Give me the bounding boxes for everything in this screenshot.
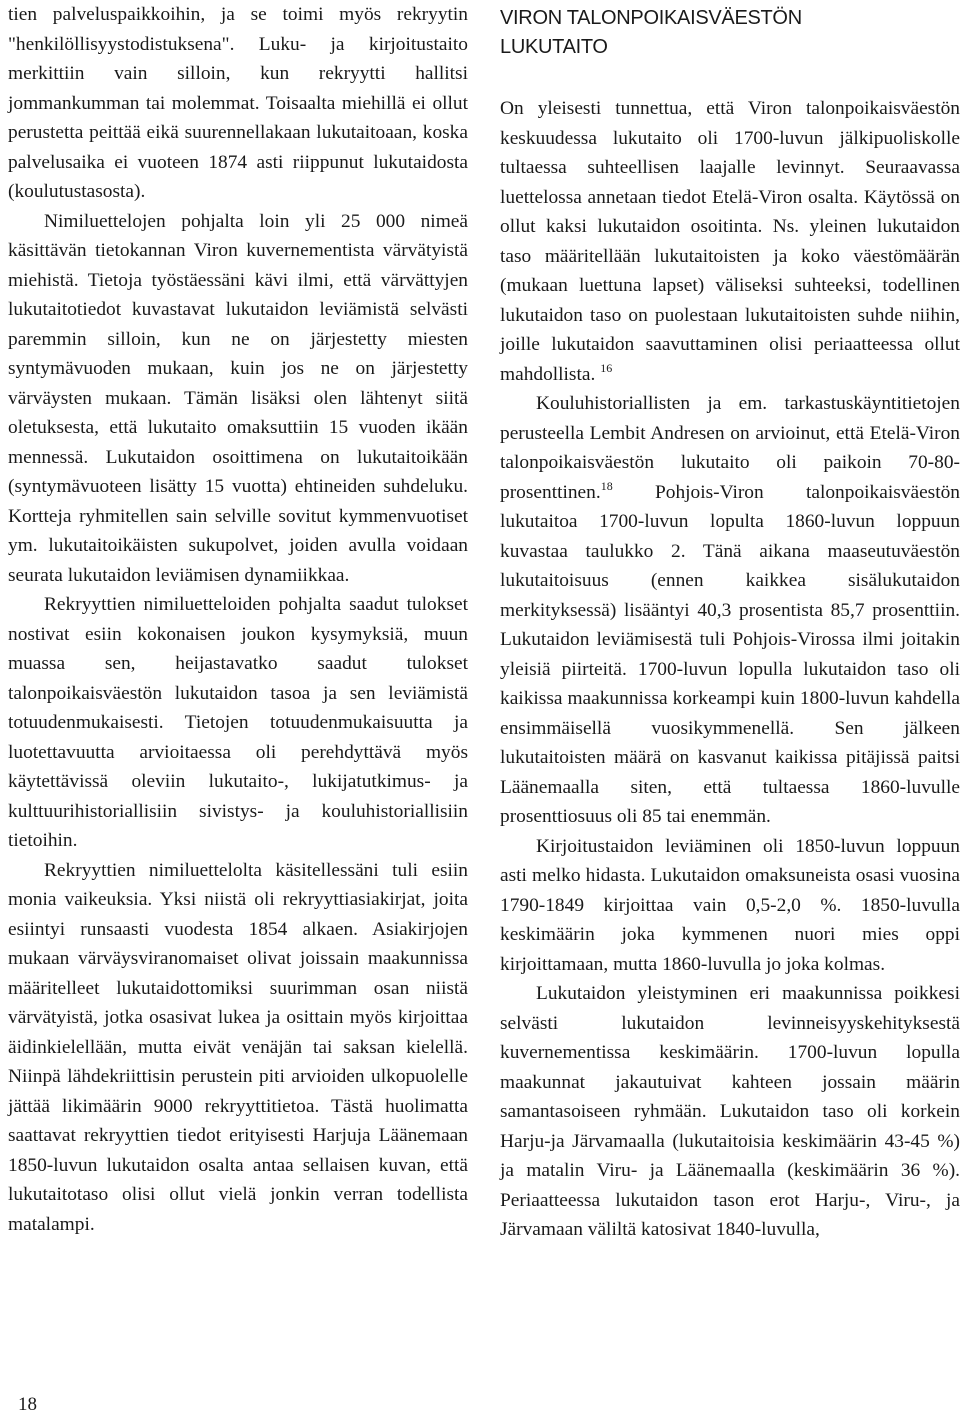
footnote-ref-18: 18	[600, 478, 613, 493]
left-column	[8, 0, 468, 1239]
right-paragraph-2b-text: Pohjois-Viron talonpoikaisväestön lukutaitoa 1700-luvun lopulta 1860-luvun loppuun kuvastaa taulukko 2. Tänä aikana maaseutuväestön lukutaitoisuus (ennen kaikkea sisälukutaidon merkityksessä) lisääntyi 40,3 prosentista 85,7 prosenttiin. Lukutaidon leviämisestä tuli Pohjois-Virossa ilmi joitakin yleisiä piirteitä. 1700-luvun lopulla lukutaidon taso oli kaikissa maakunnissa korkeampi kuin 1800-luvun kahdella ensimmäisellä vuosikymmenellä. Sen jälkeen lukutaitoisten määrä on kasvanut kaikissa pitäjissä paitsi Läänemaalla siten, että tultaessa 1860-luvulle prosenttiosuus oli 85 tai enemmän.	[500, 481, 960, 827]
section-heading-line-2: LUKUTAITO	[500, 36, 608, 58]
right-paragraph-1-text: On yleisesti tunnettua, että Viron talonpoikaisväestön keskuudessa lukutaito oli 1700-luvun jälkipuoliskolle tultaessa suhteellisen laajalle levinnyt. Seuraavassa luettelossa annetaan tiedot Etelä-Viron osalta. Käytössä on ollut kaksi lukutaidon osoitinta. Ns. yleinen lukutaidon taso määritellään lukutaitoisten ja koko väestömäärän (mukaan luettuna lapset) väliseksi suhteeksi, todellinen lukutaidon taso on puolestaan lukutaitoisten suhde niihin, joille lukutaidon saavuttaminen olisi periaatteessa ollut mahdollista.	[500, 98, 960, 385]
page-number: 18	[18, 1394, 37, 1415]
footnote-ref-16: 16	[600, 360, 613, 375]
left-paragraph-1: tien palveluspaikkoihin, ja se toimi myös rekryytin "henkilöllisyystodistuksena". Luku- ja kirjoitustaito merkittiin vain silloin, kun rekryytti hallitsi jommankumman tai molemmat. Toisaalta miehillä ei ollut perustetta peittää eikä suurennellakaan lukutaitoaan, koska palvelusaika ei vuoteen 1874 asti riippunut lukutaidosta (koulutustasosta).	[8, 4, 468, 202]
left-paragraph-3: Rekryyttien nimiluetteloiden pohjalta saadut tulokset nostivat esiin kokonaisen joukon kysymyksiä, muun muassa sen, heijastavatko saadut tulokset talonpoikaisväestön lukutaidon tasoa ja sen leviämistä totuudenmukaisesti. Tietojen totuudenmukaisuutta ja luotettavuutta arvioitaessa oli perehdyttävä myös käytettävissä oleviin lukutaito-, lukijatutkimus- ja kulttuurihistoriallisiin sivistys- ja kouluhistoriallisiin tietoihin.	[8, 594, 468, 851]
left-paragraph-2: Nimiluettelojen pohjalta loin yli 25 000 nimeä käsittävän tietokannan Viron kuvernementista värvätyistä miehistä. Tietoja työstäessäni kävi ilmi, että värvättyjen lukutaitotiedot kuvastavat lukutaidon leviämistä selvästi paremmin silloin, kun ne on järjestetty miesten syntymävuoden mukaan, kuin jos ne on järjestetty värväysten mukaan. Tämän lisäksi olen lähtenyt siitä oletuksesta, että lukutaito omaksuttiin 15 vuoden ikään mennessä. Lukutaidon osoittimena on lukutaitoikään (syntymävuoteen lisätty 15 vuotta) ehtineiden suhdeluku. Kortteja ryhmitellen sain selville sovitut kymmenvuotiset ym. lukutaitoikäisten sukupolvet, joiden avulla voidaan seurata lukutaidon leviämisen dynamiikkaa.	[8, 210, 468, 586]
right-paragraph-1	[500, 94, 960, 389]
right-paragraph-2	[500, 389, 960, 832]
right-paragraph-4: Lukutaidon yleistyminen eri maakunnissa poikkesi selvästi lukutaidon levinneisyyskehityksestä kuvernementissa keskimäärin. 1700-luvun lopulla maakunnat jakautuivat kahteen jossain määrin samantasoiseen ryhmään. Lukutaidon taso oli korkein Harju-ja Järvamaalla (lukutaitoisia keskimäärin 43-45 %) ja matalin Viru- ja Läänemaalla (keskimäärin 36 %). Periaatteessa lukutaidon tason erot Harju-, Viru-, ja Järvamaan väliltä katosivat 1840-luvulla,	[500, 983, 960, 1240]
section-heading-line-1: VIRON TALONPOIKAISVÄESTÖN	[500, 7, 802, 29]
section-heading	[500, 4, 960, 62]
left-paragraph-4: Rekryyttien nimiluettelolta käsitellessäni tuli esiin monia vaikeuksia. Yksi niistä oli rekryyttiasiakirjat, joita esiintyi runsaasti vuodesta 1854 alkaen. Asiakirjojen mukaan värväysviranomaiset olivat joissain maakunnissa määritelleet lukutaidottomiksi suurimman osan niistä värvätyistä, jotka osasivat lukea ja osittain myös kirjoittaa äidinkielellään, mutta eivät venäjän tai saksan kielellä. Niinpä lähdekriittisin perustein piti arvioiden ulkopuolelle jättää likimäärin 9000 rekryyttitietoa. Tästä huolimatta saattavat rekryyttien tiedot erityisesti Harjuja Läänemaan 1850-luvun lukutaidon osalta antaa sellaisen kuvan, että lukutaitotaso olisi ollut vielä jonkin verran todellista matalampi.	[8, 859, 468, 1235]
right-paragraph-2a-text: Kouluhistoriallisten ja em. tarkastuskäyntitietojen perusteella Lembit Andresen on arvioinut, että Etelä-Viron talonpoikaisväestön lukutaito oli paikoin 70-80-prosenttinen.	[500, 393, 960, 503]
right-paragraph-3: Kirjoitustaidon leviäminen oli 1850-luvun loppuun asti melko hidasta. Lukutaidon omaksuneista osasi vuosina 1790-1849 kirjoittaa vain 0,5-2,0 %. 1850-luvulla keskimäärin joka kymmenen nuori mies oppi kirjoittamaan, mutta 1860-luvulla jo joka kolmas.	[500, 835, 960, 975]
right-column	[500, 0, 960, 1245]
